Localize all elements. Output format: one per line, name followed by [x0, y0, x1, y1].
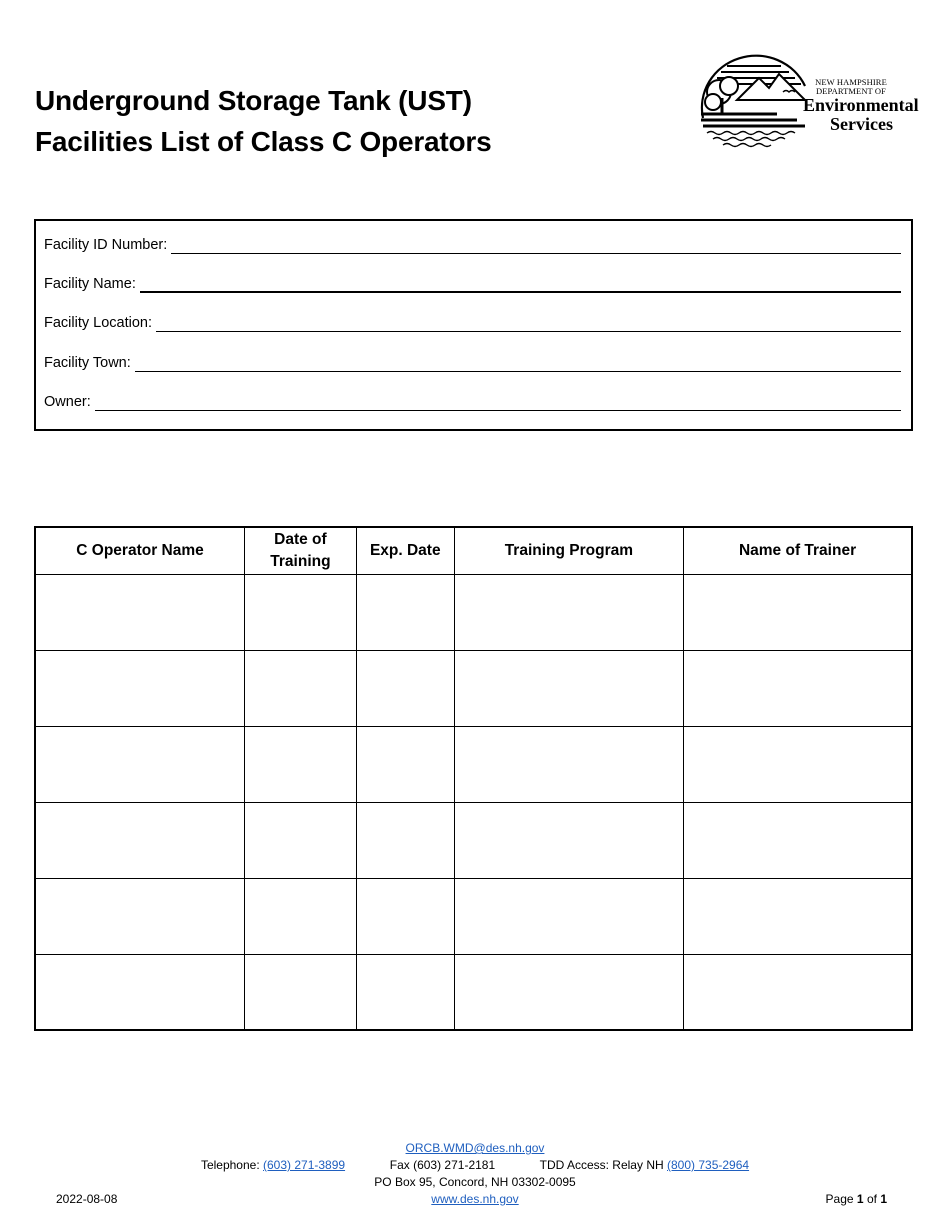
facility-id-input-line[interactable]: [171, 239, 901, 254]
table-row: [35, 650, 912, 726]
table-cell[interactable]: [684, 954, 912, 1030]
table-row: [35, 802, 912, 878]
table-row: [35, 726, 912, 802]
table-cell[interactable]: [35, 802, 245, 878]
table-cell[interactable]: [684, 878, 912, 954]
facility-name-field[interactable]: [44, 273, 901, 293]
page-of: of: [866, 1192, 877, 1206]
header-date-of-training: Date of Training: [245, 527, 357, 574]
table-cell[interactable]: [35, 574, 245, 650]
table-cell[interactable]: [245, 726, 357, 802]
nhdes-logo: [697, 48, 919, 152]
footer-website-line: [0, 1191, 950, 1208]
nhdes-logo-text: [803, 77, 919, 134]
facility-location-label: Facility Location:: [44, 315, 152, 331]
table-cell[interactable]: [35, 726, 245, 802]
table-cell[interactable]: [35, 878, 245, 954]
footer-email-link[interactable]: ORCB.WMD@des.nh.gov: [405, 1141, 545, 1155]
footer-email-line: [0, 1140, 950, 1157]
table-row: [35, 574, 912, 650]
facility-town-label: Facility Town:: [44, 355, 131, 371]
header-training-program: Training Program: [454, 527, 683, 574]
table-cell[interactable]: [356, 802, 454, 878]
table-cell[interactable]: [454, 726, 683, 802]
table-cell[interactable]: [356, 726, 454, 802]
facility-name-input-line[interactable]: [140, 278, 901, 293]
table-cell[interactable]: [454, 574, 683, 650]
table-cell[interactable]: [684, 650, 912, 726]
footer-telephone-link[interactable]: (603) 271-3899: [263, 1158, 346, 1172]
table-cell[interactable]: [684, 802, 912, 878]
facility-info-box: [34, 219, 913, 431]
facility-name-label: Facility Name:: [44, 276, 136, 292]
facility-id-label: Facility ID Number:: [44, 237, 168, 253]
footer-fax-text: Fax (603) 271-2181: [389, 1158, 496, 1172]
page-title-line-2: Facilities List of Class C Operators: [35, 126, 492, 157]
table-cell[interactable]: [454, 954, 683, 1030]
table-cell[interactable]: [245, 650, 357, 726]
page-title: [35, 80, 492, 162]
footer-website-link[interactable]: www.des.nh.gov: [431, 1192, 519, 1206]
table-cell[interactable]: [356, 574, 454, 650]
table-row: [35, 878, 912, 954]
table-cell[interactable]: [356, 954, 454, 1030]
table-cell[interactable]: [454, 802, 683, 878]
footer-telephone-label: Telephone:: [200, 1158, 260, 1172]
facility-town-field[interactable]: [44, 352, 901, 372]
table-cell[interactable]: [35, 650, 245, 726]
footer-contact-line: [0, 1157, 950, 1174]
logo-state-text: NEW HAMPSHIRE: [815, 77, 887, 87]
logo-services-text: Services: [830, 114, 893, 134]
footer-page-number: [826, 1191, 887, 1208]
table-cell[interactable]: [245, 954, 357, 1030]
page-footer: [0, 1140, 950, 1208]
owner-input-line[interactable]: [95, 396, 901, 411]
table-cell[interactable]: [454, 878, 683, 954]
table-cell[interactable]: [684, 726, 912, 802]
owner-field[interactable]: [44, 391, 901, 411]
table-cell[interactable]: [245, 878, 357, 954]
table-cell[interactable]: [245, 802, 357, 878]
header-name-of-trainer: Name of Trainer: [684, 527, 912, 574]
table-cell[interactable]: [245, 574, 357, 650]
logo-environmental-text: Environmental: [803, 95, 919, 115]
facility-location-field[interactable]: [44, 312, 901, 332]
table-cell[interactable]: [356, 650, 454, 726]
facility-town-input-line[interactable]: [135, 357, 901, 372]
table-header-row: [35, 527, 912, 574]
page-current: 1: [856, 1192, 864, 1206]
table-cell[interactable]: [454, 650, 683, 726]
page-title-line-1: Underground Storage Tank (UST): [35, 85, 472, 116]
owner-label: Owner:: [44, 394, 91, 410]
table-cell[interactable]: [356, 878, 454, 954]
page-total: 1: [880, 1192, 887, 1206]
header-operator-name: C Operator Name: [35, 527, 245, 574]
facility-id-field[interactable]: [44, 234, 901, 254]
table-cell[interactable]: [35, 954, 245, 1030]
footer-address-line: PO Box 95, Concord, NH 03302-0095: [374, 1175, 576, 1189]
page-prefix: Page: [825, 1192, 854, 1206]
header-exp-date: Exp. Date: [356, 527, 454, 574]
logo-department-text: DEPARTMENT OF: [816, 86, 886, 96]
footer-revision-date: 2022-08-08: [56, 1192, 118, 1206]
facility-location-input-line[interactable]: [156, 317, 901, 332]
operators-table: [34, 526, 913, 1031]
footer-tdd-link[interactable]: (800) 735-2964: [667, 1158, 750, 1172]
table-row: [35, 954, 912, 1030]
footer-tdd-label: TDD Access: Relay NH: [539, 1158, 664, 1172]
table-cell[interactable]: [684, 574, 912, 650]
